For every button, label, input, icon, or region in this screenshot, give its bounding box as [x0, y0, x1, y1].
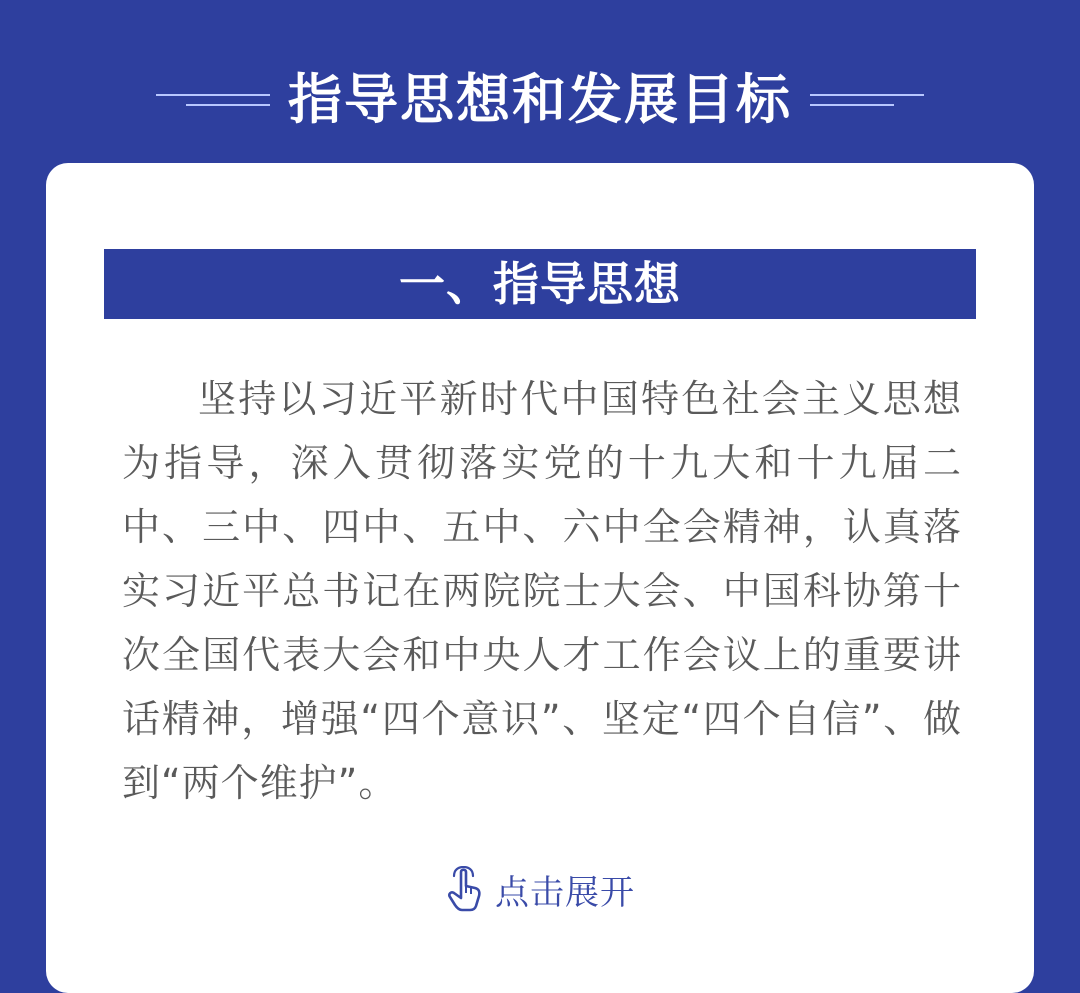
- expand-button[interactable]: [46, 859, 1034, 919]
- section-header-bar: [104, 249, 976, 319]
- section-title: 一、指导思想: [399, 257, 681, 311]
- page-header: [0, 60, 1080, 140]
- decoration-line: [810, 94, 924, 96]
- expand-label: 点击展开: [495, 872, 635, 913]
- hand-pointer-icon: [445, 866, 485, 912]
- content-card: [46, 163, 1034, 993]
- page-title: 指导思想和发展目标: [288, 68, 792, 131]
- header-decoration-right: [810, 94, 924, 104]
- decoration-line: [810, 104, 894, 106]
- section-paragraph: 坚持以习近平新时代中国特色社会主义思想为指导，深入贯彻落实党的十九大和十九届二中、三中、四中、五中、六中全会精神，认真落实习近平总书记在两院院士大会、中国科协第十次全国代表大会和中央人才工作会议上的重要讲话精神，增强“四个意识”、坚定“四个自信”、做到“两个维护”。: [122, 377, 962, 805]
